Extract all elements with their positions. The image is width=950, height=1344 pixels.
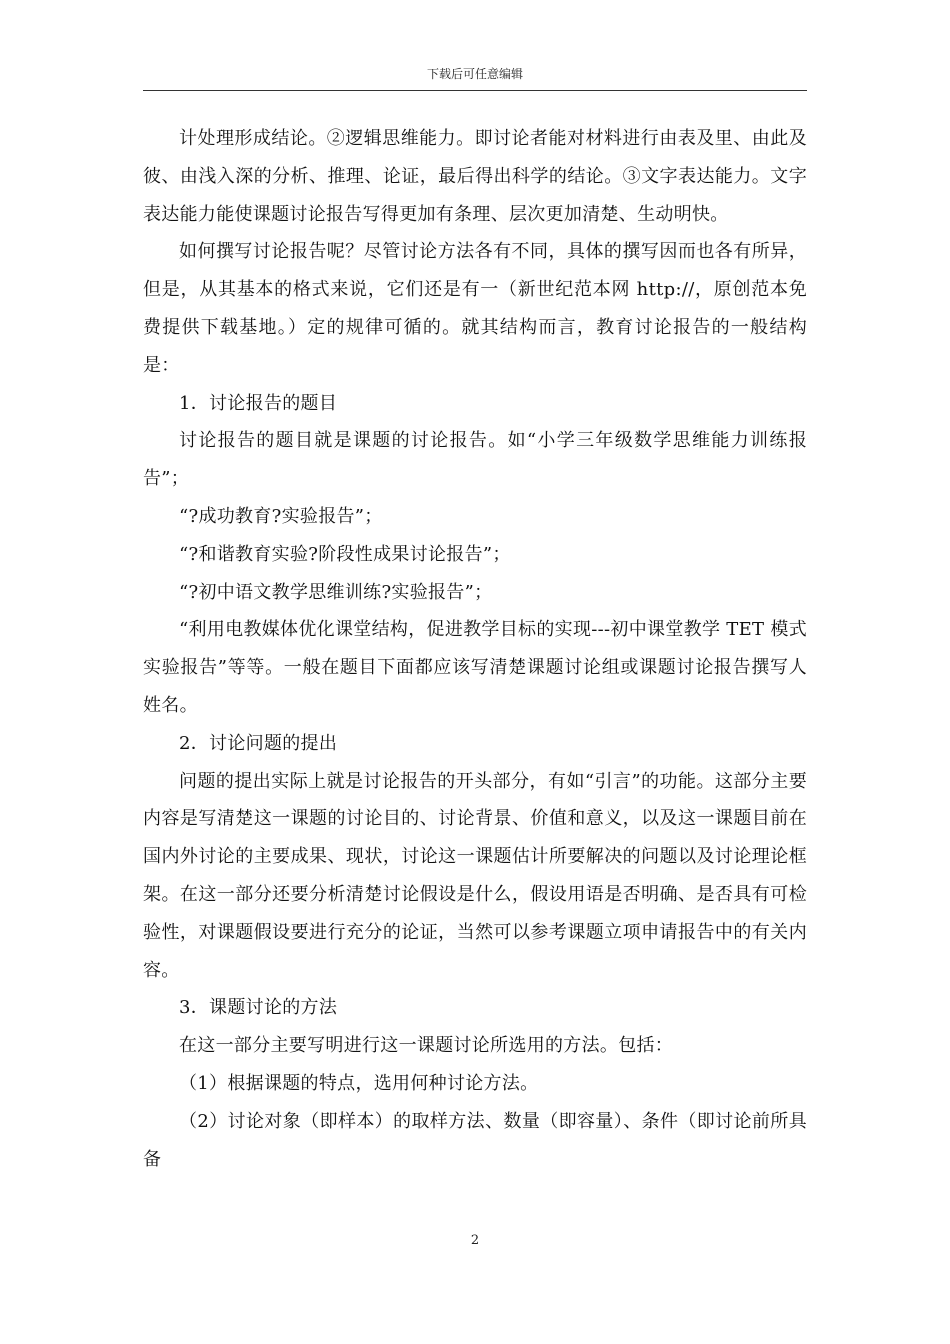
- paragraph-thinking-abilities: 计处理形成结论。②逻辑思维能力。即讨论者能对材料进行由表及里、由此及彼、由浅入深的分析、推理、论证，最后得出科学的结论。③文字表达能力。文字表达能力能使课题讨论报告写得更加有条理、层次更加清楚、生动明快。: [143, 128, 807, 225]
- paragraph-title-example: 讨论报告的题目就是课题的讨论报告。如“小学三年级数学思维能力训练报告”；: [143, 430, 807, 490]
- heading-report-title: 1．讨论报告的题目: [179, 392, 338, 414]
- paragraph-tet-example: “利用电教媒体优化课堂结构，促进教学目标的实现---初中课堂教学 TET 模式实验报告”等等。一般在题目下面都应该写清楚课题讨论组或课题讨论报告撰写人姓名。: [143, 619, 807, 716]
- paragraph-methods-intro: 在这一部分主要写明进行这一课题讨论所选用的方法。包括：: [179, 1035, 674, 1057]
- list-item-sampling: （2）讨论对象（即样本）的取样方法、数量（即容量）、条件（即讨论前所具备: [143, 1110, 807, 1170]
- heading-research-methods: 3．课题讨论的方法: [179, 997, 338, 1019]
- paragraph-problem-statement: 问题的提出实际上就是讨论报告的开头部分，有如“引言”的功能。这部分主要内容是写清楚这一课题的讨论目的、讨论背景、价值和意义，以及这一课题目前在国内外讨论的主要成果、现状，讨论这一课题估计所要解决的问题以及讨论理论框架。在这一部分还要分析清楚讨论假设是什么，假设用语是否明确、是否具有可检验性，对课题假设要进行充分的论证，当然可以参考课题立项申请报告中的有关内容。: [143, 770, 807, 981]
- heading-problem-statement: 2．讨论问题的提出: [179, 732, 338, 754]
- document-body: [143, 120, 807, 1178]
- page-header: 下载后可任意编辑: [426, 67, 523, 81]
- list-item-method-choice: （1）根据课题的特点，选用何种讨论方法。: [179, 1072, 539, 1094]
- paragraph-how-to-write: 如何撰写讨论报告呢？尽管讨论方法各有不同，具体的撰写因而也各有所异，但是，从其基本的格式来说，它们还是有一（新世纪范本网 http://，原创范本免费提供下载基地。）定的规律可循的。就其结构而言，教育讨论报告的一般结构是：: [143, 241, 807, 376]
- example-title-harmony-education: “?和谐教育实验?阶段性成果讨论报告”；: [179, 543, 511, 565]
- example-title-chinese-thinking: “?初中语文教学思维训练?实验报告”；: [179, 581, 493, 603]
- example-title-success-education: “?成功教育?实验报告”；: [179, 505, 383, 527]
- header-divider: [143, 90, 807, 91]
- page-number: 2: [470, 1233, 480, 1248]
